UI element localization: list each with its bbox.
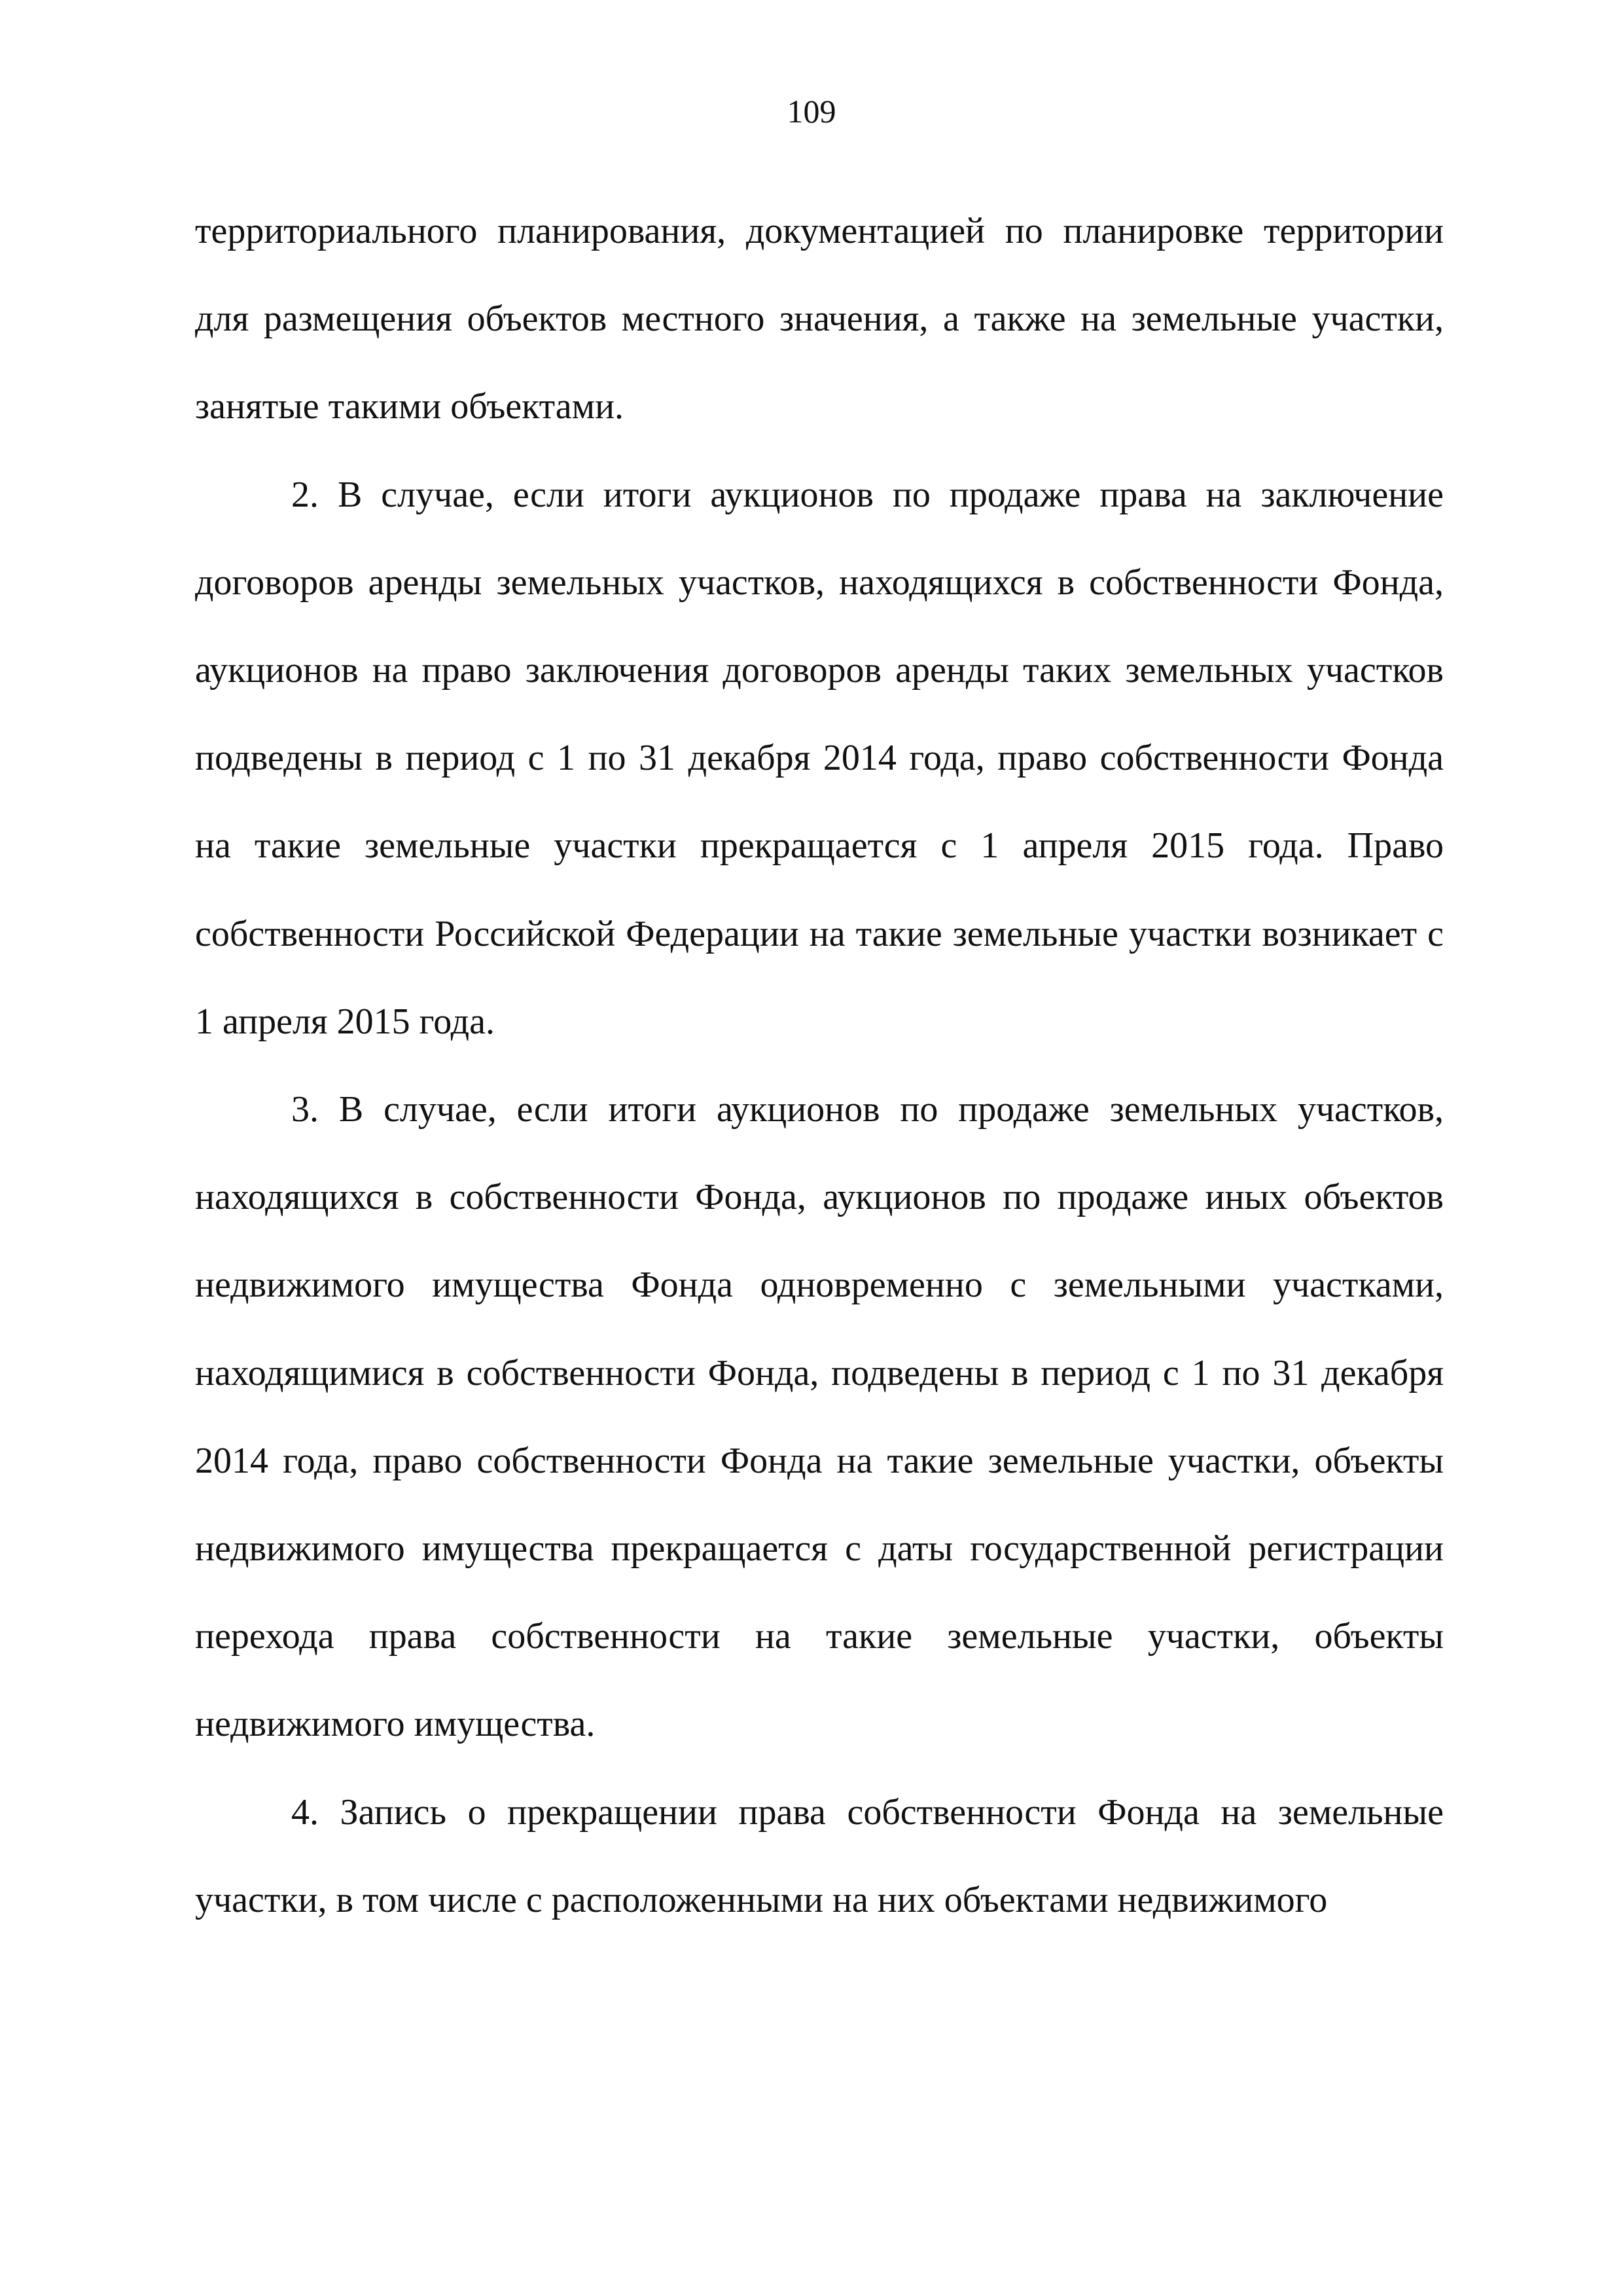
- paragraph-item-4: 4. Запись о прекращении права собственности Фонда на земельные участки, в том числе с расположенными на них объектами недвижимого: [195, 1791, 1444, 1920]
- paragraph-continuation: территориального планирования, документацией по планировке территории для размещения объектов местного значения, а также на земельные участки, занятые такими объектами.: [195, 211, 1444, 427]
- paragraph-item-2: 2. В случае, если итоги аукционов по продаже права на заключение договоров аренды земельных участков, находящихся в собственности Фонда, аукционов на право заключения договоров аренды таких земельных участков подведены в период с 1 по 31 декабря 2014 года, право собственности Фонда на такие земельные участки прекращается с 1 апреля 2015 года. Право собственности Российской Федерации на такие земельные участки возникает с 1 апреля 2015 года.: [195, 474, 1444, 1042]
- paragraph-item-3: 3. В случае, если итоги аукционов по продаже земельных участков, находящихся в собственности Фонда, аукционов по продаже иных объектов недвижимого имущества Фонда одновременно с земельными участками, находящимися в собственности Фонда, подведены в период с 1 по 31 декабря 2014 года, право собственности Фонда на такие земельные участки, объекты недвижимого имущества прекращается с даты государственной регистрации перехода права собственности на такие земельные участки, объекты недвижимого имущества.: [195, 1089, 1444, 1745]
- page-number: 109: [787, 93, 836, 130]
- document-body: [195, 187, 1444, 1944]
